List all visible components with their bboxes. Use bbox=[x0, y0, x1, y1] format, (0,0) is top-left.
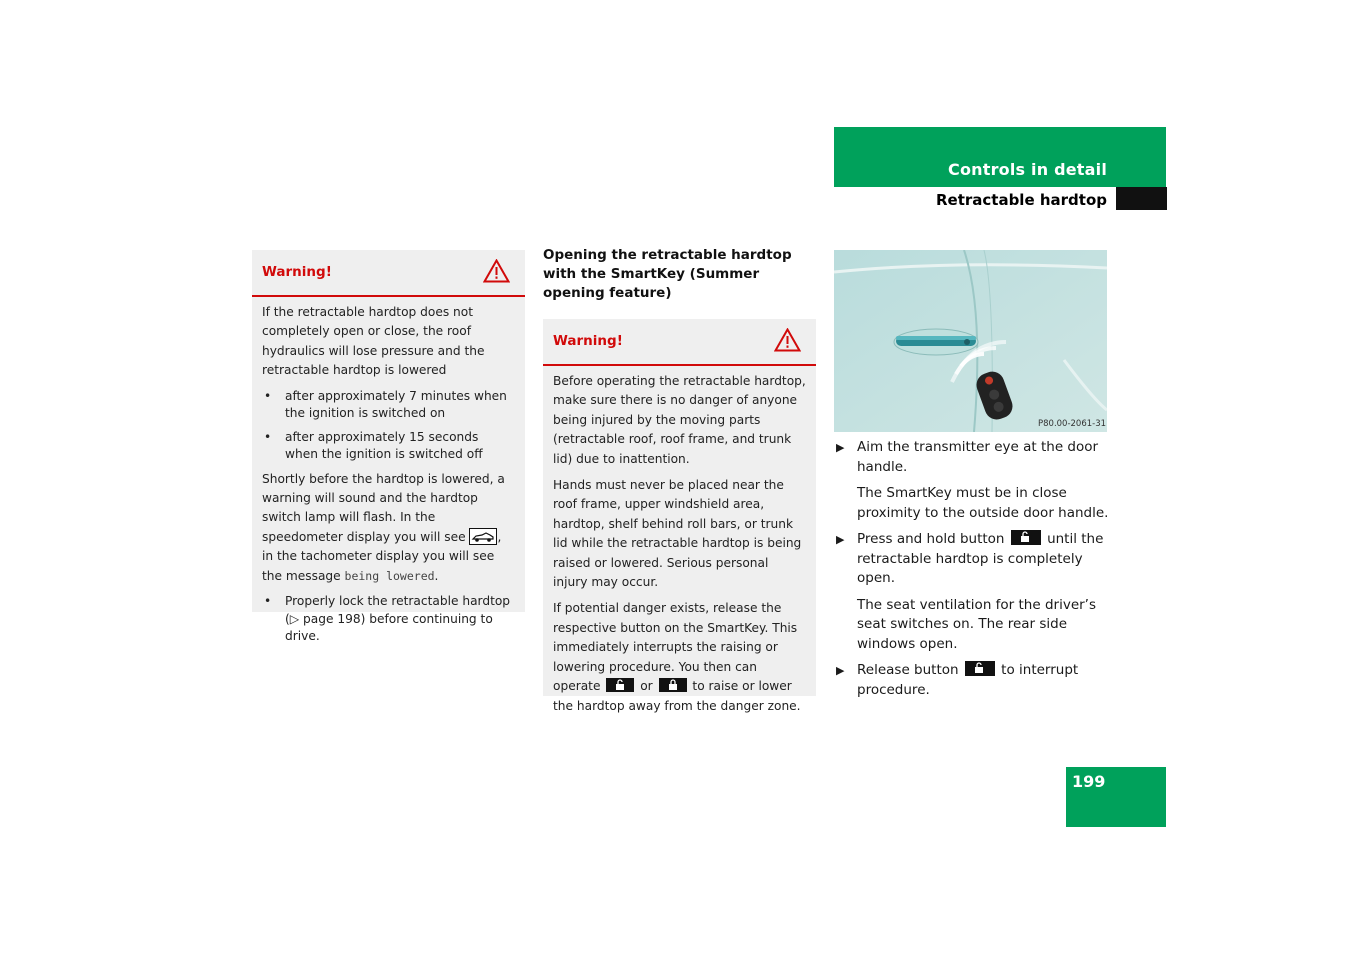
convertible-car-icon bbox=[469, 528, 497, 545]
warning-intro: If the retractable hardtop does not completely open or close, the roof hydraulics will lose pressure and the retractable hardtop is lowered bbox=[262, 305, 485, 378]
display-message: being lowered bbox=[344, 568, 435, 583]
warning-header bbox=[543, 319, 816, 366]
page-reference-link[interactable]: ▷ page 198 bbox=[289, 611, 361, 626]
page-number: 199 bbox=[1072, 772, 1106, 791]
step-arrow-icon: ▶ bbox=[836, 664, 845, 677]
smartkey-door-photo bbox=[834, 250, 1107, 432]
unlock-button-icon bbox=[965, 661, 995, 676]
warning-box-1 bbox=[252, 250, 525, 644]
subsection-title: Retractable hardtop bbox=[935, 191, 1107, 209]
list-item: • Properly lock the retractable hardtop (▷ page 198) before continuing to drive. bbox=[264, 594, 511, 644]
list-item: • after approximately 15 seconds when the ignition is switched off bbox=[264, 429, 483, 462]
instruction-steps bbox=[834, 438, 1110, 707]
warning-triangle-icon bbox=[483, 259, 510, 283]
procedure-heading: Opening the retractable hardtop with the SmartKey (Summer opening feature) bbox=[543, 247, 792, 301]
section-title: Controls in detail bbox=[948, 160, 1107, 179]
unlock-button-icon bbox=[1011, 530, 1041, 545]
warning-title: Warning! bbox=[553, 333, 623, 349]
instruction-note: The seat ventilation for the driver’s seat switches on. The rear side windows open. bbox=[857, 596, 1097, 652]
instruction-step: ▶ Aim the transmitter eye at the door handle. bbox=[836, 439, 1099, 475]
step-arrow-icon: ▶ bbox=[836, 441, 845, 454]
warning-paragraph: Before operating the retractable hardtop, make sure there is no danger of anyone being injured by the moving parts (retractable roof, roof frame, and trunk lid) due to inattention. bbox=[553, 374, 806, 466]
warning-header bbox=[252, 250, 525, 297]
photo-reference-label: P80.00-2061-31 bbox=[1038, 419, 1107, 429]
instruction-note: The SmartKey must be in close proximity to the outside door handle. bbox=[857, 485, 1109, 521]
warning-paragraph: Hands must never be placed near the roof frame, upper windshield area, hardtop, shelf behind roll bars, or trunk lid while the retractable hardtop is being raised or lowered. Serious personal injury may occur. bbox=[553, 478, 802, 590]
unlock-button-icon bbox=[606, 678, 634, 692]
instruction-step: ▶ Release button to interrupt procedure. bbox=[836, 662, 1079, 698]
list-item: • after approximately 7 minutes when the ignition is switched on bbox=[264, 388, 507, 421]
lock-button-icon bbox=[659, 678, 687, 692]
warning-triangle-icon bbox=[774, 328, 801, 352]
warning-paragraph: If potential danger exists, release the respective button on the SmartKey. This immediately interrupts the raising or lowering procedure. You then can operate or to raise or lower the hardtop away from the danger zone. bbox=[553, 601, 801, 713]
instruction-step: ▶ Press and hold button until the retractable hardtop is completely open. bbox=[836, 531, 1104, 586]
step-arrow-icon: ▶ bbox=[836, 533, 845, 546]
warning-title: Warning! bbox=[262, 264, 332, 280]
warning-box-2 bbox=[543, 319, 816, 713]
section-tab-marker bbox=[1116, 187, 1167, 210]
warning-paragraph: Shortly before the hardtop is lowered, a warning will sound and the hardtop switch lamp will flash. In the speedometer display you will see , in the tachometer display you will see the message being lowered. bbox=[262, 471, 505, 583]
